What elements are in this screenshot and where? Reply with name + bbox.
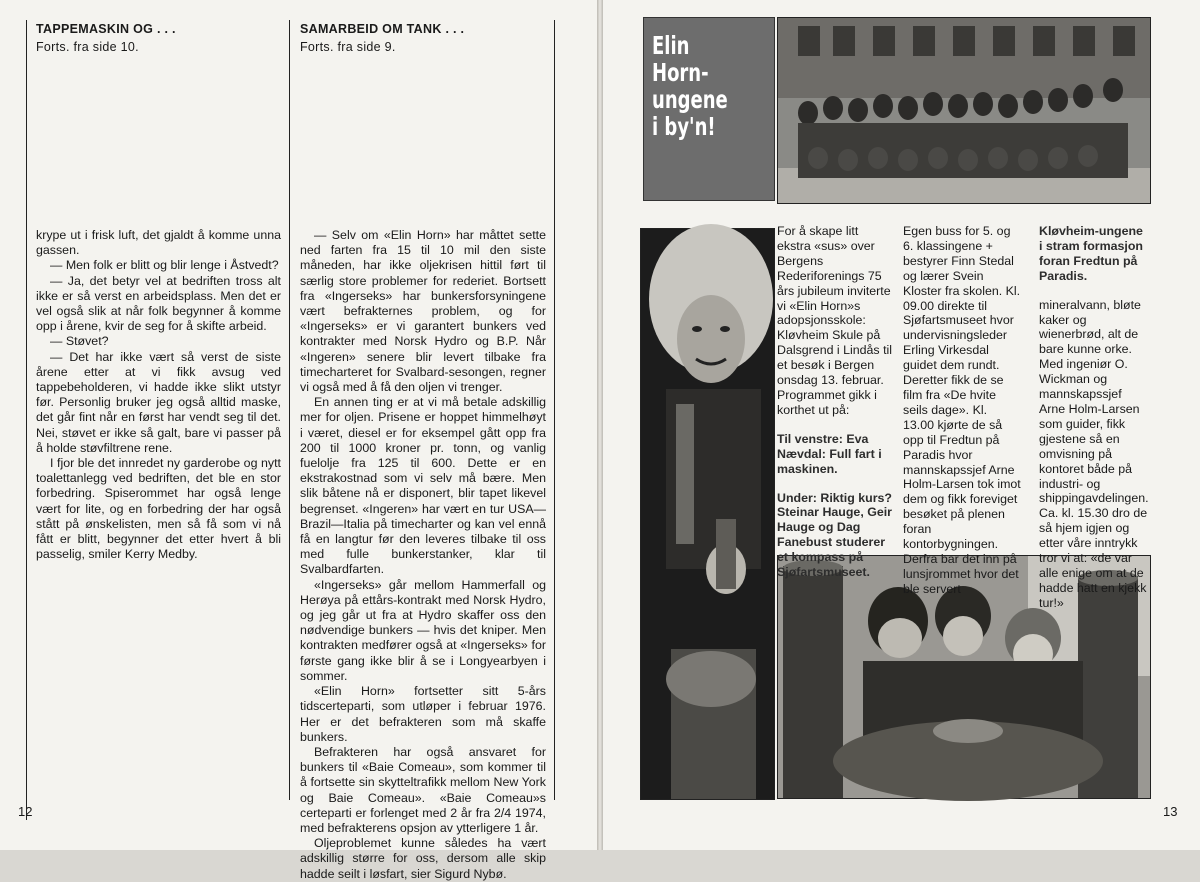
- caption-compass-photo: Under: Riktig kurs? Steinar Hauge, Geir Hauge og Dag Fanebust studerer et kompass på Sjøfartsmuseet.: [777, 490, 892, 580]
- page-number: 13: [1163, 804, 1178, 819]
- paragraph: — Det har ikke vært så verst de siste årene etter at vi fikk avsug ved tappebeholderen, vi hadde ikke slikt utstyr før. Personlig bruker jeg også alltid maske, det går fint når en først har vendt seg til det. Nei, støvet er ikke så galt, bare vi passer på å holde støvfiltrene rene.: [36, 349, 281, 455]
- caption-girl-photo: Til venstre: Eva Nævdal: Full fart i maskinen.: [777, 431, 882, 476]
- article-column-b: [903, 224, 1021, 611]
- page-number: 12: [18, 804, 33, 819]
- continued-note: Forts. fra side 9.: [300, 40, 396, 54]
- paragraph: «Elin Horn» fortsetter sitt 5-års tidscerteparti, som utløper i februar 1976. Her er det befrakteren som må skaffe bunkers.: [300, 684, 546, 744]
- paragraph: En annen ting er at vi må betale adskillig mer for oljen. Prisene er hoppet himmelhøyt i været, diesel er for eksempel gått opp fra 200 til 1000 kroner pr. tonn, og vanlig fuelolje fra 125 til 600. Dette er en ekstrakostnad som vi selv må bære. Men slik båtene nå er disponert, blir tapet likevel begrenset. «Ingeren» har vært en tur USA—Brazil—Italia på timecharter og kan vel ennå få en langtur før den leveres tilbake til oss med fulle bunkerstanker, klar til Svalbardfarten.: [300, 395, 546, 577]
- column-rule: [26, 20, 27, 820]
- article-headline-tappemaskin: TAPPEMASKIN OG . . .: [36, 22, 176, 36]
- group-photo: [777, 17, 1151, 204]
- left-page: [0, 0, 597, 881]
- paragraph: mineralvann, bløte kaker og wienerbrød, alt de bare kunne orke. Med ingeniør O. Wickman og mannskapssjef Arne Holm-Larsen som guider, fikk gjestene så en omvisning på kontoret både på industri- og shippingavdelingen. Ca. kl. 15.30 dro de så hjem igjen og etter våre inntrykk tror vi at: «de var alle enige om at de hadde hatt en kjekk tur!»: [1039, 297, 1149, 610]
- paragraph: — Støvet?: [50, 334, 109, 349]
- paragraph: For å skape litt ekstra «sus» over Bergens Rederiforenings 75 års jubileum inviterte vi «Elin Horn»s adopsjonsskole: Kløvheim Skule på Dalsgrend i Lindås til et besøk i Bergen onsdag 13. februar. Programmet gikk i korthet ut på:: [777, 224, 893, 417]
- paragraph: — Men folk er blitt og blir lenge i Åstvedt?: [50, 258, 279, 273]
- title-banner: [643, 17, 775, 201]
- article-column-a: [777, 224, 895, 594]
- paragraph: — Selv om «Elin Horn» har måttet sette ned farten fra 15 til 10 mil den siste måneden, har ikke oljekrisen hittil ført til særlig store problemer for rederiet. Bortsett fra «Ingerseks» har bunkersforsyningene vært befrakternes problem, og for «Ingerseks» er vi garantert bunkers ved kontrakter med Norsk Hydro og B.P. Når «Ingeren» senere blir levert tilbake fra timecharteret for Svalbard-sesongen, regner vi også med å få den oljen vi trenger.: [300, 228, 546, 395]
- right-page: [603, 0, 1200, 850]
- article-headline-samarbeid: SAMARBEID OM TANK . . .: [300, 22, 465, 36]
- column-rule: [289, 20, 290, 800]
- paragraph: Egen buss for 5. og 6. klassingene + bestyrer Finn Stedal og lærer Svein Kloster fra skolen. Kl. 09.00 direkte til Sjøfartsmuseet hvor undervisningsleder Erling Virkesdal guidet dem rundt. Deretter fikk de se film fra «De hvite seils dage». Kl. 13.00 kjørte de så opp til Fredtun på Paradis hvor mannskapssjef Arne Holm-Larsen tok imot dem og fikk foreviget besøket på plenen foran kontorbygningen. Derfra bar det inn på lunsjrommet hvor det ble servert: [903, 224, 1021, 596]
- paragraph: krype ut i frisk luft, det gjaldt å komme unna gassen.: [36, 228, 281, 258]
- article-column-1: [36, 228, 281, 562]
- paragraph: — Ja, det betyr vel at bedriften tross alt ikke er så verst en arbeidsplass. Men det er vel også slik at når folk begynner å komme opp i årene, kvir de seg for å skifte arbeid.: [36, 273, 281, 334]
- paragraph: I fjor ble det innredet ny garderobe og nytt toalettanlegg ved bedriften, det ble en stor forbedring. Spiserommet har også lenge vært for lite, og en forbedring der har også stått på ønskelisten, men så få som vi nå fått er blitt, begynner det etter hvert å bli passelig, smiler Kerry Medby.: [36, 456, 281, 562]
- article-column-2: [300, 228, 546, 882]
- paragraph: Befrakteren har også ansvaret for bunkers til «Baie Comeau», som kommer til å fortsette sin skytteltrafikk mellom New York og Baie Comeau». «Baie Comeau»s certeparti er forlenget med 2 år fra 2/4 1974, med befrakterens opsjon av ytterligere 1 år.: [300, 744, 546, 835]
- article-column-c: [1039, 224, 1149, 625]
- banner-title: Elin Horn- ungene i by'n!: [652, 31, 728, 141]
- column-rule: [554, 20, 555, 800]
- paragraph: «Ingerseks» går mellom Hammerfall og Herøya på ettårs-kontrakt med Norsk Hydro, og jeg går ut fra at Hydro skaffer oss den nødvendige bunkers — hvis det kniper. Men kontrakten medfører også at «Ingerseks» for første gang ikke blir å se i Longyearbyen i sommer.: [300, 577, 546, 683]
- continued-note: Forts. fra side 10.: [36, 40, 139, 54]
- girl-at-machine-photo: [640, 228, 775, 800]
- caption-group-photo: Kløvheim-ungene i stram formasjon foran Fredtun på Paradis.: [1039, 224, 1143, 283]
- paragraph: Oljeproblemet kunne således ha vært adskillig større for oss, dersom alle skip hadde seilt i løsfart, sier Sigurd Nybø.: [300, 836, 546, 881]
